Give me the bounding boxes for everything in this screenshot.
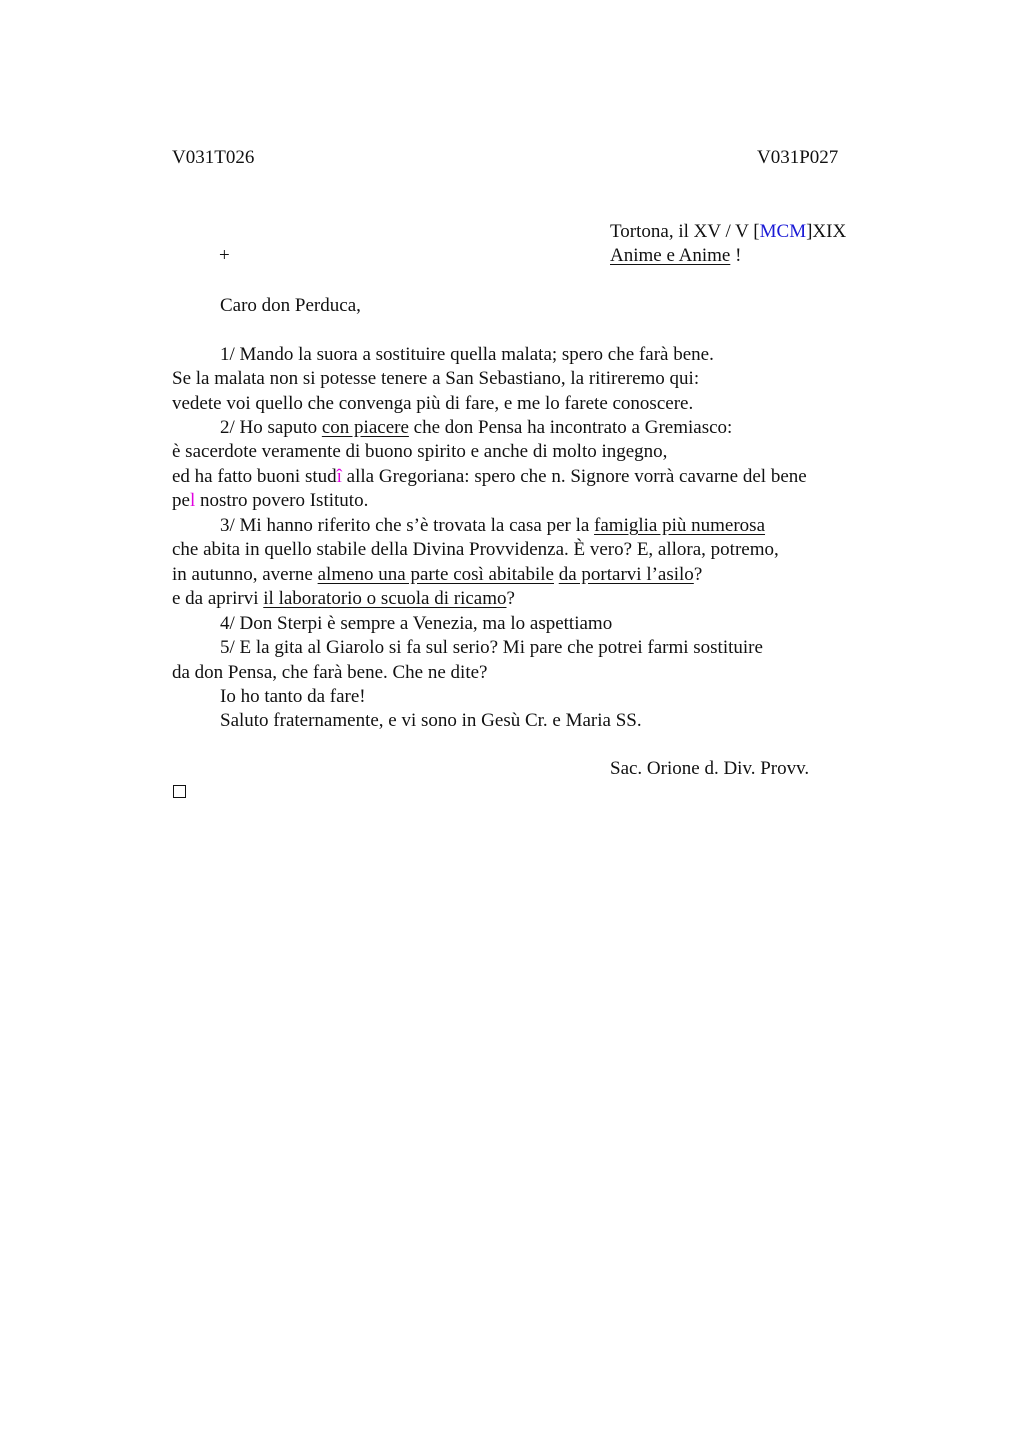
text-run: alla Gregoriana: spero che n. Signore vorrà cavarne del bene (341, 466, 807, 487)
dateline-year-suffix: ]XIX (806, 221, 847, 242)
paragraph-3-line-4 (172, 587, 515, 611)
paragraph-3-line-3 (172, 563, 702, 587)
paragraph-5-line-1: 5/ E la gita al Giarolo si fa sul serio? Mi pare che potrei farmi sostituire (220, 637, 763, 658)
motto-text: Anime e Anime (610, 245, 731, 266)
paragraph-5-line-2: da don Pensa, che farà bene. Che ne dite? (172, 662, 488, 683)
underlined-phrase: da portarvi l’asilo (558, 564, 694, 585)
document-code-left: V031T026 (172, 147, 255, 168)
dateline-prefix: Tortona, il XV / V [ (610, 221, 760, 242)
underlined-phrase: famiglia più numerosa (594, 515, 766, 536)
paragraph-2-line-3 (172, 465, 807, 489)
paragraph-2-line-4 (172, 489, 368, 513)
text-run: ed ha fatto buoni stud (172, 466, 337, 487)
text-run: 2/ Ho saputo (220, 417, 322, 438)
paragraph-3-line-1 (220, 514, 765, 538)
underlined-phrase: il laboratorio o scuola di ricamo (263, 588, 507, 609)
text-run: ? (693, 564, 703, 585)
end-box-icon (173, 785, 186, 798)
paragraph-4-line-1: 4/ Don Sterpi è sempre a Venezia, ma lo aspettiamo (220, 613, 613, 634)
paragraph-1-line-2: Se la malata non si potesse tenere a San Sebastiano, la ritireremo qui: (172, 368, 700, 389)
dateline (610, 221, 846, 243)
text-run: nostro povero Istituto. (195, 490, 369, 511)
text-run: e da aprirvi (172, 588, 264, 609)
text-run: che don Pensa ha incontrato a Gremiasco: (408, 417, 733, 438)
text-run: pe (172, 490, 190, 511)
salutation: Caro don Perduca, (220, 295, 361, 316)
underlined-phrase: con piacere (321, 417, 409, 438)
paragraph-6-line-1: Io ho tanto da fare! (220, 686, 366, 707)
paragraph-3-line-2: che abita in quello stabile della Divina Provvidenza. È vero? E, allora, potremo, (172, 539, 779, 560)
text-run: in autunno, averne (172, 564, 318, 585)
paragraph-1-line-3: vedete voi quello che convenga più di fare, e me lo farete conoscere. (172, 393, 694, 414)
paragraph-2-line-1 (220, 416, 732, 440)
text-run: 3/ Mi hanno riferito che s’è trovata la casa per la (220, 515, 595, 536)
dateline-year-inserted: MCM (759, 221, 807, 242)
marked-character: î (336, 466, 342, 487)
paragraph-1-line-1: 1/ Mando la suora a sostituire quella malata; spero che farà bene. (220, 344, 714, 365)
paragraph-2-line-2: è sacerdote veramente di buono spirito e anche di molto ingegno, (172, 441, 668, 462)
signature: Sac. Orione d. Div. Provv. (610, 758, 810, 779)
motto-suffix: ! (730, 245, 742, 266)
text-run: ? (506, 588, 515, 609)
closing-line: Saluto fraternamente, e vi sono in Gesù Cr. e Maria SS. (220, 710, 642, 731)
motto (610, 245, 741, 267)
document-code-right: V031P027 (757, 147, 839, 168)
underlined-phrase: almeno una parte così abitabile (317, 564, 554, 585)
marked-character: l (189, 490, 196, 511)
cross-mark: + (219, 245, 230, 266)
